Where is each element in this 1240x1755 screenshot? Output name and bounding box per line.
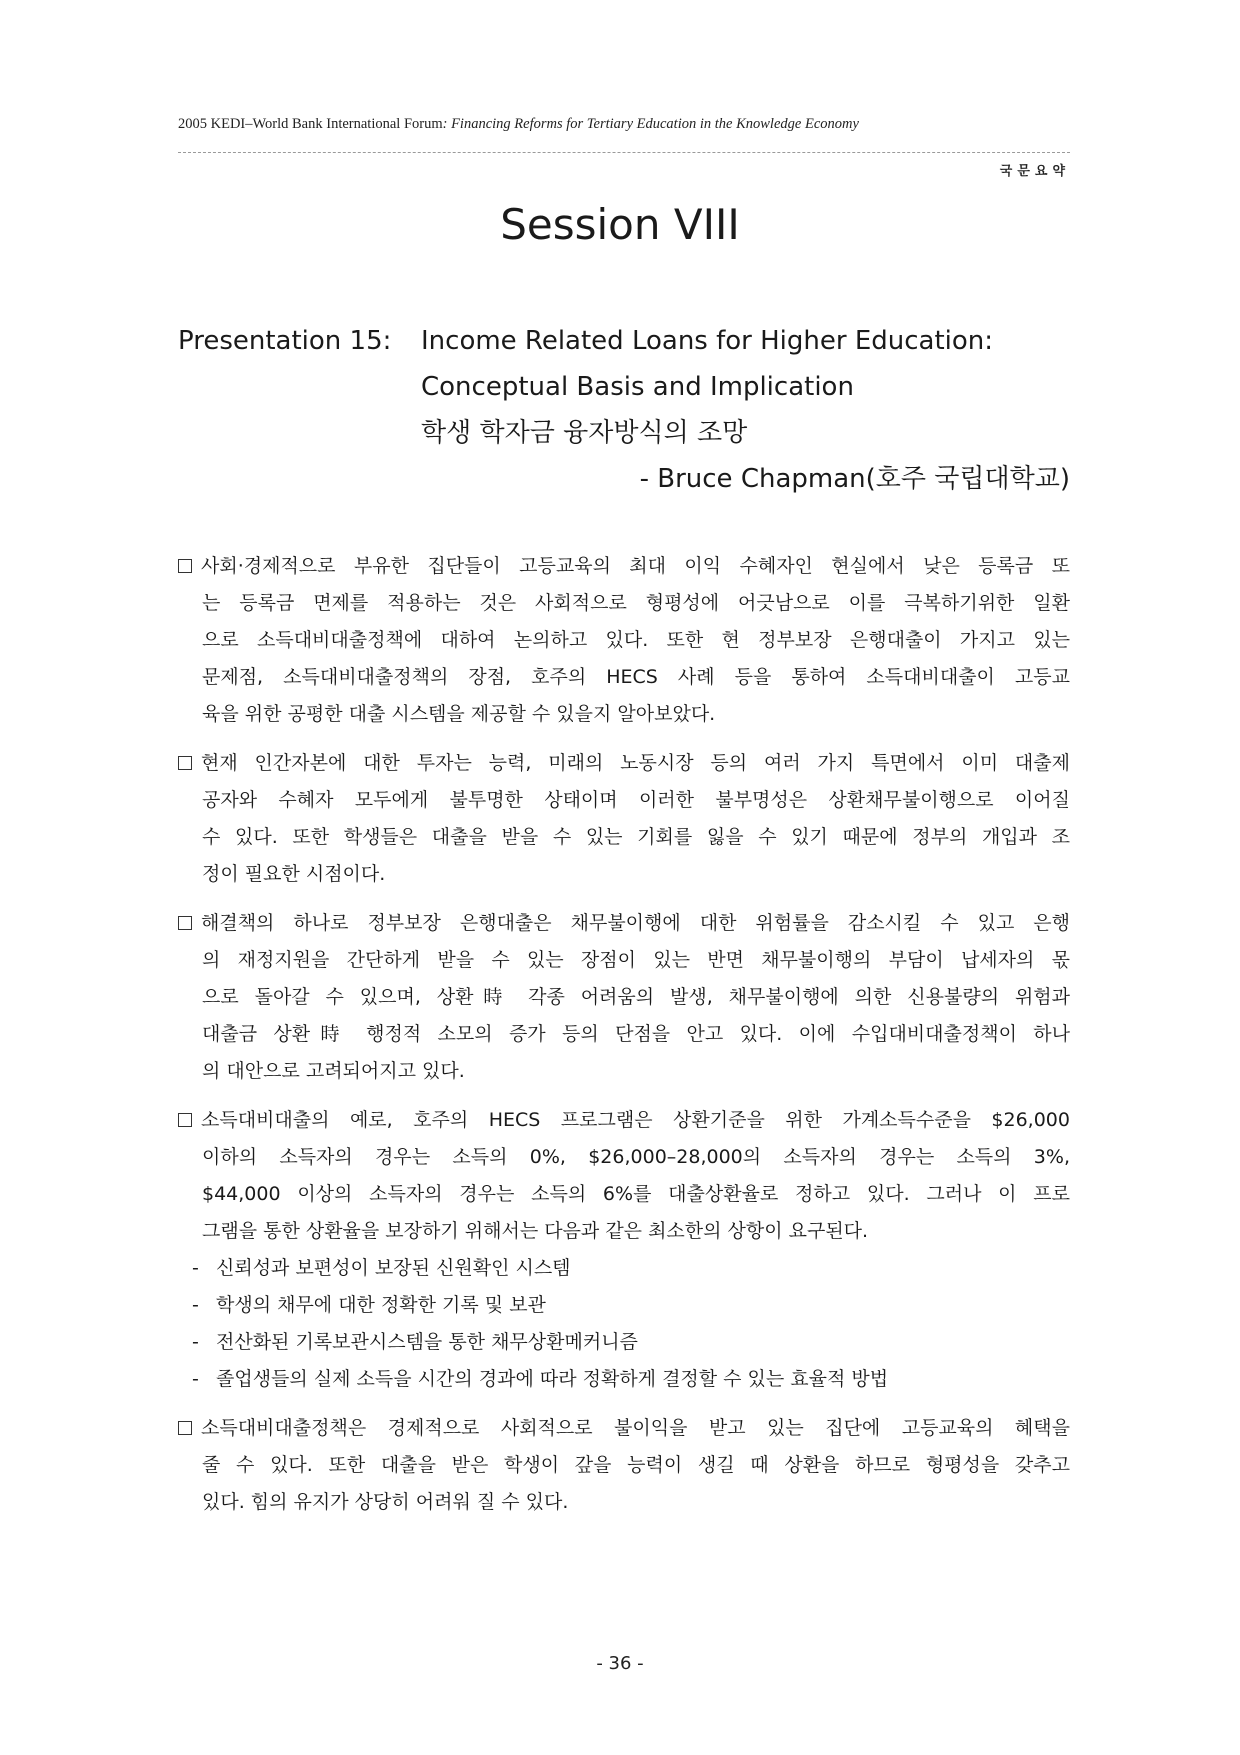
paragraph-line: 는 등록금 면제를 적용하는 것은 사회적으로 형평성에 어긋남으로 이를 극복하기위한 일환 bbox=[202, 592, 1070, 614]
checkbox-square-icon bbox=[178, 756, 192, 770]
section-label: 국문요약 bbox=[999, 164, 1070, 179]
paragraph-line: 육을 위한 공평한 대출 시스템을 제공할 수 있을지 알아보았다. bbox=[202, 703, 716, 725]
paragraph-line: 문제점, 소득대비대출정책의 장점, 호주의 HECS 사례 등을 통하여 소득대비대출이 고등교 bbox=[202, 666, 1070, 688]
checkbox-square-icon bbox=[178, 1421, 192, 1435]
page-number: - 36 - bbox=[596, 1653, 644, 1674]
list-item: - 졸업생들의 실제 소득을 시간의 경과에 따라 정확하게 결정할 수 있는 효율적 방법 bbox=[192, 1368, 889, 1390]
checkbox-square-icon bbox=[178, 1113, 192, 1127]
paragraph-line: 대출금 상환時 행정적 소모의 증가 등의 단점을 안고 있다. 이에 수입대비대출정책이 하나 bbox=[202, 1023, 1070, 1045]
summary-paragraph bbox=[178, 745, 1070, 893]
presentation-label: Presentation 15: bbox=[178, 326, 392, 356]
header-divider bbox=[178, 152, 1070, 153]
summary-paragraph bbox=[178, 905, 1070, 1090]
session-title: Session VIII bbox=[500, 200, 740, 249]
summary-paragraph bbox=[178, 1410, 1070, 1521]
forum-subtitle: : Financing Reforms for Tertiary Education in the Knowledge Economy bbox=[442, 116, 859, 132]
paragraph-line: 으로 돌아갈 수 있으며, 상환時 각종 어려움의 발생, 채무불이행에 의한 신용불량의 위험과 bbox=[202, 986, 1070, 1008]
presentation-author: - Bruce Chapman(호주 국립대학교) bbox=[639, 464, 1070, 494]
summary-body bbox=[178, 548, 1070, 1533]
paragraph-line: 이하의 소득자의 경우는 소득의 0%, $26,000–28,000의 소득자의 경우는 소득의 3%, bbox=[202, 1146, 1070, 1168]
paragraph-line: 공자와 수혜자 모두에게 불투명한 상태이며 이러한 불부명성은 상환채무불이행으로 이어질 bbox=[202, 789, 1070, 811]
summary-paragraph bbox=[178, 1102, 1070, 1250]
paragraph-line: 있다. 힘의 유지가 상당히 어려워 질 수 있다. bbox=[202, 1491, 569, 1513]
paragraph-line: 의 재정지원을 간단하게 받을 수 있는 장점이 있는 반면 채무불이행의 부담이 납세자의 몫 bbox=[202, 949, 1070, 971]
paragraph-line: 수 있다. 또한 학생들은 대출을 받을 수 있는 기회를 잃을 수 있기 때문에 정부의 개입과 조 bbox=[202, 826, 1070, 848]
presentation-title-line: Income Related Loans for Higher Education: bbox=[421, 326, 994, 356]
paragraph-line: 줄 수 있다. 또한 대출을 받은 학생이 갚을 능력이 생길 때 상환을 하므로 형평성을 갖추고 bbox=[202, 1454, 1070, 1476]
list-item: - 전산화된 기록보관시스템을 통한 채무상환메커니즘 bbox=[192, 1331, 638, 1353]
presentation-korean-title: 학생 학자금 융자방식의 조망 bbox=[421, 418, 748, 448]
requirements-list bbox=[178, 1250, 1070, 1398]
checkbox-square-icon bbox=[178, 559, 192, 573]
running-header bbox=[178, 116, 1078, 133]
presentation-title-line: Conceptual Basis and Implication bbox=[421, 372, 854, 402]
list-item: - 신뢰성과 보편성이 보장된 신원확인 시스템 bbox=[192, 1257, 571, 1279]
paragraph-line: 그램을 통한 상환율을 보장하기 위해서는 다음과 같은 최소한의 상항이 요구된다. bbox=[202, 1220, 869, 1242]
list-item: - 학생의 채무에 대한 정확한 기록 및 보관 bbox=[192, 1294, 546, 1316]
paragraph-line: 으로 소득대비대출정책에 대하여 논의하고 있다. 또한 현 정부보장 은행대출이 가지고 있는 bbox=[202, 629, 1070, 651]
summary-paragraph bbox=[178, 548, 1070, 733]
paragraph-line: 의 대안으로 고려되어지고 있다. bbox=[202, 1060, 465, 1082]
paragraph-line: $44,000 이상의 소득자의 경우는 소득의 6%를 대출상환율로 정하고 있다. 그러나 이 프로 bbox=[202, 1183, 1070, 1205]
paragraph-line: 소득대비대출정책은 경제적으로 사회적으로 불이익을 받고 있는 집단에 고등교육의 혜택을 bbox=[201, 1417, 1070, 1439]
checkbox-square-icon bbox=[178, 916, 192, 930]
paragraph-line: 소득대비대출의 예로, 호주의 HECS 프로그램은 상환기준을 위한 가계소득수준을 $26,000 bbox=[201, 1109, 1070, 1131]
paragraph-line: 해결책의 하나로 정부보장 은행대출은 채무불이행에 대한 위험률을 감소시킬 수 있고 은행 bbox=[201, 912, 1070, 934]
paragraph-line: 사회·경제적으로 부유한 집단들이 고등교육의 최대 이익 수혜자인 현실에서 낮은 등록금 또 bbox=[201, 555, 1070, 577]
paragraph-line: 현재 인간자본에 대한 투자는 능력, 미래의 노동시장 등의 여러 가지 특면에서 이미 대출제 bbox=[201, 752, 1070, 774]
forum-name: 2005 KEDI–World Bank International Forum bbox=[178, 116, 443, 132]
presentation-heading bbox=[178, 318, 1070, 502]
paragraph-line: 정이 필요한 시점이다. bbox=[202, 863, 386, 885]
